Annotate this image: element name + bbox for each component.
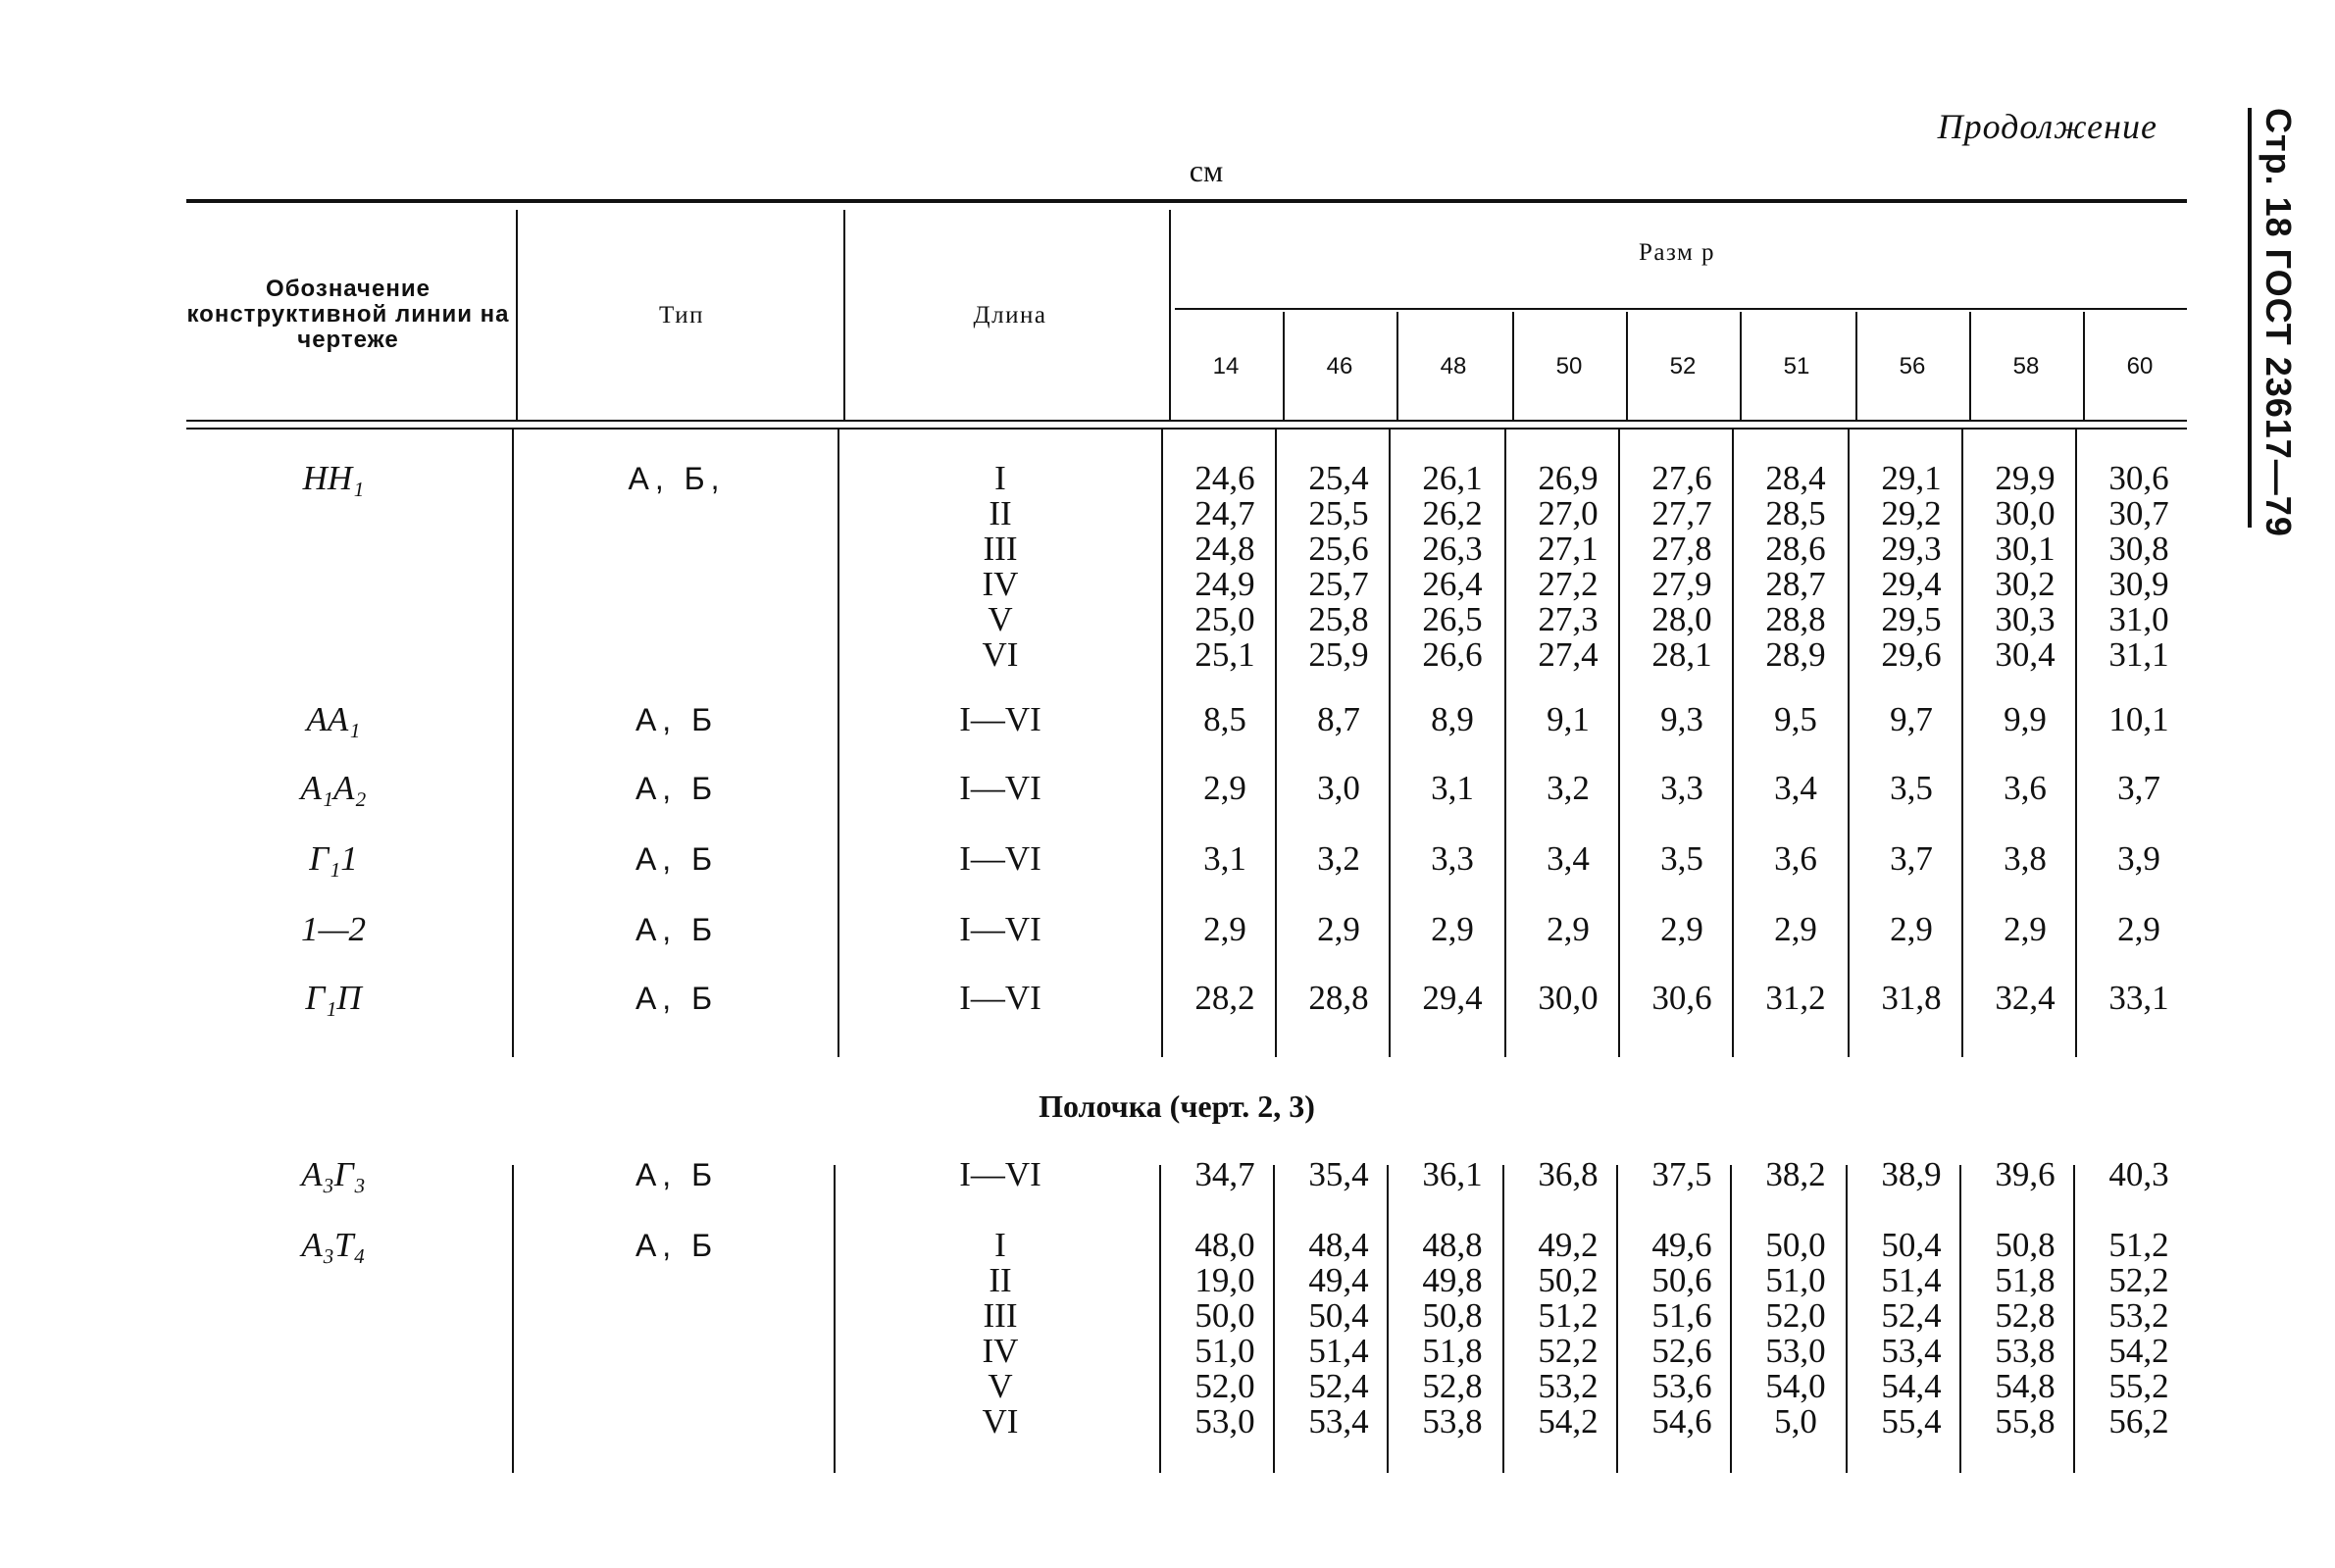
size-value: 26,9 27,0 27,1 27,2 27,3 27,4 xyxy=(1538,459,1599,674)
size-value: 3,4 xyxy=(1774,769,1817,807)
size-header-cell: 52 xyxy=(1669,353,1697,379)
size-value: 25,4 25,5 25,6 25,7 25,8 25,9 xyxy=(1308,459,1369,674)
size-value: 48,4 49,4 50,4 51,4 52,4 53,4 xyxy=(1308,1226,1369,1441)
size-value: 3,5 xyxy=(1660,839,1703,878)
size-value: 31,2 xyxy=(1765,979,1826,1017)
size-value: 48,8 49,8 50,8 51,8 52,8 53,8 xyxy=(1422,1226,1483,1441)
table-top-rule xyxy=(186,199,2187,203)
size-value: 28,8 xyxy=(1308,979,1369,1017)
size-value: 3,1 xyxy=(1203,839,1246,878)
size-header-cell: 50 xyxy=(1555,353,1583,379)
length-group: I—VI xyxy=(959,839,1041,878)
size-value: 3,2 xyxy=(1317,839,1360,878)
size-value: 30,0 xyxy=(1538,979,1599,1017)
line-designation: А₃Г₃ xyxy=(301,1155,366,1193)
size-value: 49,2 50,2 51,2 52,2 53,2 54,2 xyxy=(1538,1226,1599,1441)
value-column-divider xyxy=(1161,430,1163,1057)
side-label-bar xyxy=(2248,108,2252,528)
line-designation: А₃Т₄ xyxy=(301,1226,366,1264)
size-value: 3,3 xyxy=(1660,769,1703,807)
line-type: А, Б xyxy=(635,771,719,806)
size-value: 28,2 xyxy=(1194,979,1255,1017)
size-value: 9,3 xyxy=(1660,700,1703,738)
body-divider-type xyxy=(838,430,839,1057)
line-type: А, Б xyxy=(635,1157,719,1192)
section-title: Полочка (черт. 2, 3) xyxy=(1039,1088,1315,1124)
size-value: 50,8 51,8 52,8 53,8 54,8 55,8 xyxy=(1995,1226,2056,1441)
size-header-cell: 46 xyxy=(1326,353,1353,379)
line-type: А, Б xyxy=(635,1228,719,1263)
size-value: 28,4 28,5 28,6 28,7 28,8 28,9 xyxy=(1765,459,1826,674)
size-value: 2,9 xyxy=(1660,910,1703,948)
size-value: 36,1 xyxy=(1422,1155,1483,1193)
header-bottom-rule-1 xyxy=(186,420,2187,422)
header-col-size: Разм р xyxy=(1638,239,1716,266)
header-bottom-rule-2 xyxy=(186,428,2187,430)
size-value: 2,9 xyxy=(2117,910,2160,948)
size-header-cell: 51 xyxy=(1783,353,1810,379)
size-value: 2,9 xyxy=(1203,910,1246,948)
section-value-divider xyxy=(1159,1165,1161,1473)
size-value: 3,9 xyxy=(2117,839,2160,878)
size-value: 38,9 xyxy=(1881,1155,1942,1193)
line-type: А, Б xyxy=(635,841,719,877)
section-divider-name xyxy=(512,1165,514,1473)
size-value: 3,7 xyxy=(2117,769,2160,807)
side-page-label: Стр. 18 ГОСТ 23617—79 xyxy=(2259,108,2299,537)
size-value: 3,1 xyxy=(1431,769,1474,807)
header-col-length: Длина xyxy=(973,302,1047,329)
size-value: 49,6 50,6 51,6 52,6 53,6 54,6 xyxy=(1651,1226,1712,1441)
size-header-cell: 60 xyxy=(2126,353,2154,379)
size-value: 50,0 51,0 52,0 53,0 54,0 5,0 xyxy=(1765,1226,1826,1441)
length-group: I—VI xyxy=(959,1155,1041,1193)
size-value: 34,7 xyxy=(1194,1155,1255,1193)
size-value: 27,6 27,7 27,8 27,9 28,0 28,1 xyxy=(1651,459,1712,674)
size-value: 38,2 xyxy=(1765,1155,1826,1193)
size-value: 30,6 xyxy=(1651,979,1712,1017)
size-value: 48,0 19,0 50,0 51,0 52,0 53,0 xyxy=(1194,1226,1255,1441)
size-value: 35,4 xyxy=(1308,1155,1369,1193)
size-value: 36,8 xyxy=(1538,1155,1599,1193)
size-value: 29,9 30,0 30,1 30,2 30,3 30,4 xyxy=(1995,459,2056,674)
size-value: 29,4 xyxy=(1422,979,1483,1017)
line-designation: Г₁1 xyxy=(309,839,358,878)
size-value: 2,9 xyxy=(1774,910,1817,948)
length-group: I—VI xyxy=(959,910,1041,948)
size-value: 3,3 xyxy=(1431,839,1474,878)
length-group: I II III IV V VI xyxy=(982,1226,1019,1441)
line-type: А, Б xyxy=(635,702,719,737)
size-value: 9,1 xyxy=(1547,700,1590,738)
size-value: 2,9 xyxy=(1890,910,1933,948)
size-value: 3,4 xyxy=(1547,839,1590,878)
length-group: I—VI xyxy=(959,700,1041,738)
size-value: 3,5 xyxy=(1890,769,1933,807)
size-value: 24,6 24,7 24,8 24,9 25,0 25,1 xyxy=(1194,459,1255,674)
line-designation: 1—2 xyxy=(300,910,367,948)
size-value: 10,1 xyxy=(2108,700,2169,738)
size-value: 31,8 xyxy=(1881,979,1942,1017)
size-value: 9,5 xyxy=(1774,700,1817,738)
size-value: 51,2 52,2 53,2 54,2 55,2 56,2 xyxy=(2108,1226,2169,1441)
size-value: 3,7 xyxy=(1890,839,1933,878)
length-group: I II III IV V VI xyxy=(982,459,1019,674)
size-value: 33,1 xyxy=(2108,979,2169,1017)
continuation-label: Продолжение xyxy=(1937,107,2157,146)
size-value: 3,8 xyxy=(2004,839,2047,878)
size-value: 30,6 30,7 30,8 30,9 31,0 31,1 xyxy=(2108,459,2169,674)
line-designation: А₁А₂ xyxy=(300,769,367,807)
header-divider-type xyxy=(843,210,845,420)
size-value: 29,1 29,2 29,3 29,4 29,5 29,6 xyxy=(1881,459,1942,674)
size-value: 8,7 xyxy=(1317,700,1360,738)
size-value: 50,4 51,4 52,4 53,4 54,4 55,4 xyxy=(1881,1226,1942,1441)
unit-label: см xyxy=(1189,153,1224,188)
header-divider-length xyxy=(1169,210,1171,420)
size-header-cell: 58 xyxy=(2012,353,2040,379)
size-value: 3,6 xyxy=(1774,839,1817,878)
size-value: 3,2 xyxy=(1547,769,1590,807)
size-header-cell: 14 xyxy=(1212,353,1240,379)
line-type: А, Б xyxy=(635,912,719,947)
size-value: 3,0 xyxy=(1317,769,1360,807)
header-col-type: Тип xyxy=(659,302,704,329)
size-value: 3,6 xyxy=(2004,769,2047,807)
length-group: I—VI xyxy=(959,769,1041,807)
line-designation: АА₁ xyxy=(306,700,361,738)
line-type: А, Б, xyxy=(628,461,726,496)
line-designation: Г₁П xyxy=(305,979,362,1017)
size-value: 9,9 xyxy=(2004,700,2047,738)
size-value: 8,5 xyxy=(1203,700,1246,738)
size-value: 9,7 xyxy=(1890,700,1933,738)
line-designation: НН₁ xyxy=(302,459,365,497)
size-value: 26,1 26,2 26,3 26,4 26,5 26,6 xyxy=(1422,459,1483,674)
line-type: А, Б xyxy=(635,981,719,1016)
size-value: 2,9 xyxy=(1431,910,1474,948)
section-divider-type xyxy=(834,1165,836,1473)
size-header-cell: 48 xyxy=(1440,353,1467,379)
header-divider-name xyxy=(516,210,518,420)
size-value: 39,6 xyxy=(1995,1155,2056,1193)
size-header-rule xyxy=(1175,308,2187,310)
size-value: 2,9 xyxy=(2004,910,2047,948)
size-value: 2,9 xyxy=(1317,910,1360,948)
size-value: 8,9 xyxy=(1431,700,1474,738)
length-group: I—VI xyxy=(959,979,1041,1017)
size-value: 32,4 xyxy=(1995,979,2056,1017)
body-divider-name xyxy=(512,430,514,1057)
size-value: 2,9 xyxy=(1547,910,1590,948)
size-value: 2,9 xyxy=(1203,769,1246,807)
size-header-cell: 56 xyxy=(1899,353,1926,379)
header-col-name: Обозначение конструктивной линии на чертеже xyxy=(186,276,510,353)
size-value: 40,3 xyxy=(2108,1155,2169,1193)
size-value: 37,5 xyxy=(1651,1155,1712,1193)
